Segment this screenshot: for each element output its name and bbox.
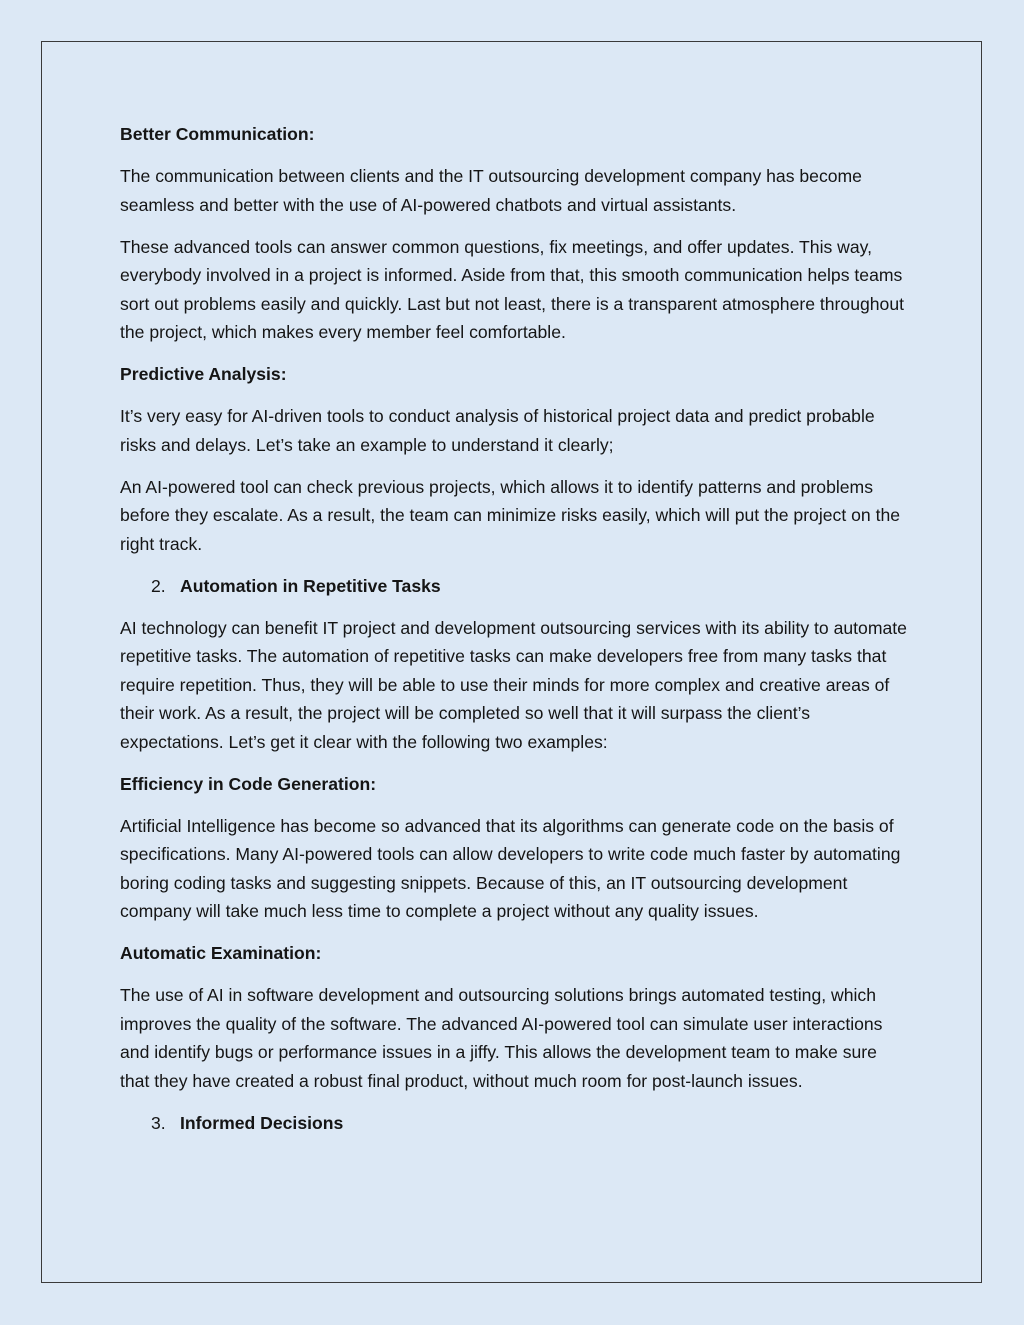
heading-code-generation: Efficiency in Code Generation: [120,773,377,794]
heading-informed-decisions: Informed Decisions [180,1112,344,1133]
list-number: 2. [151,575,166,596]
paragraph: The use of AI in software development and outsourcing solutions brings automated testing, which improves the quality of the software. The advanced AI-powered tool can simulate user interactions and identify bugs or performance issues in a jiffy. This allows the development team to make sure that they have created a robust final product, without much room for post-launch issues. [120,985,883,1091]
paragraph: These advanced tools can answer common questions, fix meetings, and offer updates. This way, everybody involved in a project is informed. Aside from that, this smooth communication helps teams sort out problems easily and quickly. Last but not least, there is a transparent atmosphere throughout the project, which makes every member feel comfortable. [120,236,905,342]
paragraph: AI technology can benefit IT project and development outsourcing services with its ability to automate repetitive tasks. The automation of repetitive tasks can make developers free from many tasks that require repetition. Thus, they will be able to use their minds for more complex and creative areas of their work. As a result, the project will be completed so well that it will surpass the client’s expectations. Let’s get it clear with the following two examples: [120,617,907,752]
heading-automation: Automation in Repetitive Tasks [180,575,441,596]
paragraph: It’s very easy for AI-driven tools to conduct analysis of historical project data and predict probable risks and delays. Let’s take an example to understand it clearly; [120,406,875,455]
heading-predictive-analysis: Predictive Analysis: [120,364,287,384]
paragraph: An AI-powered tool can check previous projects, which allows it to identify patterns and problems before they escalate. As a result, the team can minimize risks easily, which will put the project on the right track. [120,476,901,554]
heading-automatic-examination: Automatic Examination: [120,943,322,963]
numbered-heading-automation [120,572,910,601]
heading-better-communication: Better Communication: [120,124,315,144]
paragraph: Artificial Intelligence has become so advanced that its algorithms can generate code on the basis of specifications. Many AI-powered tools can allow developers to write code much faster by automating boring coding tasks and suggesting snippets. Because of this, an IT outsourcing development company will take much less time to complete a project without any quality issues. [120,815,901,921]
paragraph: The communication between clients and the IT outsourcing development company has become seamless and better with the use of AI-powered chatbots and virtual assistants. [120,166,862,215]
numbered-heading-informed-decisions [120,1109,910,1138]
list-number: 3. [151,1112,166,1133]
document-body [120,120,910,1151]
